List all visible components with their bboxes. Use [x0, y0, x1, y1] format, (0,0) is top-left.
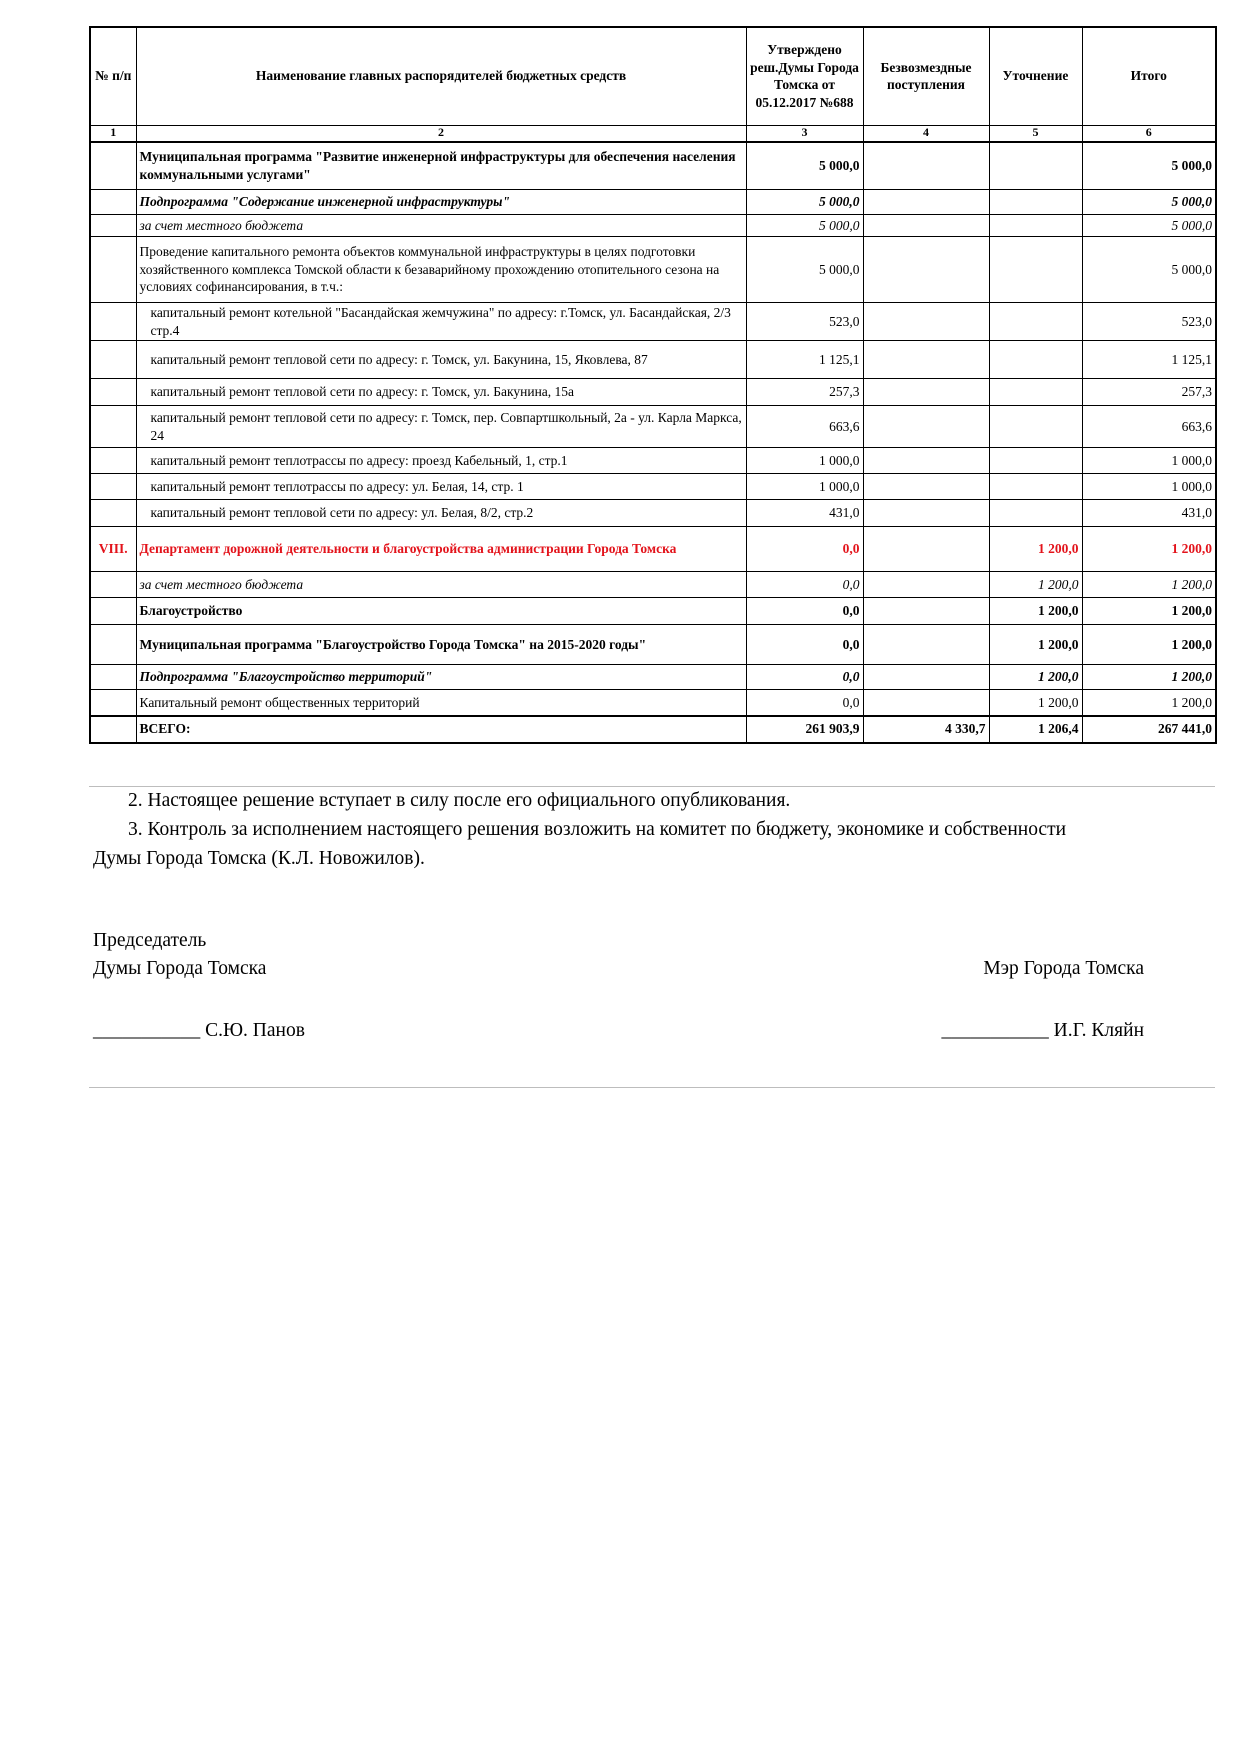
- divider: [89, 1087, 1215, 1088]
- cell-total: 1 200,0: [1082, 665, 1216, 690]
- paragraph-2: 2. Настоящее решение вступает в силу после его официального опубликования.: [128, 790, 791, 811]
- cell-approved: 0,0: [746, 598, 863, 625]
- table-row: [90, 448, 1216, 474]
- cell-clarification: [989, 448, 1082, 474]
- cell-clarification: 1 200,0: [989, 527, 1082, 572]
- cell-name: Благоустройство: [136, 598, 746, 625]
- cell-total: 5 000,0: [1082, 190, 1216, 215]
- column-number-row: [90, 125, 1216, 142]
- cell-gratuitous: [863, 237, 989, 303]
- cell-total: 257,3: [1082, 379, 1216, 406]
- cell-approved: 663,6: [746, 406, 863, 448]
- cell-approved: 257,3: [746, 379, 863, 406]
- cell-total: 5 000,0: [1082, 237, 1216, 303]
- cell-clarification: 1 200,0: [989, 625, 1082, 665]
- table-row: [90, 527, 1216, 572]
- chairman-title-line-2: Думы Города Томска: [93, 958, 267, 979]
- cell-total: 1 200,0: [1082, 527, 1216, 572]
- cell-clarification: [989, 474, 1082, 500]
- cell-total: 1 200,0: [1082, 572, 1216, 598]
- column-number: 2: [136, 125, 746, 142]
- cell-total: 5 000,0: [1082, 215, 1216, 237]
- cell-name: Муниципальная программа "Развитие инженерной инфраструктуры для обеспечения населения коммунальными услугами": [136, 142, 746, 190]
- cell-no: [90, 690, 136, 716]
- cell-clarification: [989, 500, 1082, 527]
- budget-table: [89, 26, 1217, 744]
- table-row: [90, 572, 1216, 598]
- cell-approved: 5 000,0: [746, 190, 863, 215]
- table-row: [90, 406, 1216, 448]
- column-number: 5: [989, 125, 1082, 142]
- cell-gratuitous: [863, 406, 989, 448]
- column-number: 1: [90, 125, 136, 142]
- header-approved: Утверждено реш.Думы Города Томска от 05.12.2017 №688: [746, 27, 863, 125]
- cell-clarification: 1 200,0: [989, 598, 1082, 625]
- cell-approved: 0,0: [746, 572, 863, 598]
- cell-clarification: [989, 237, 1082, 303]
- chairman-signature: ___________ С.Ю. Панов: [93, 1020, 305, 1041]
- cell-approved: 5 000,0: [746, 215, 863, 237]
- cell-name: за счет местного бюджета: [136, 215, 746, 237]
- cell-gratuitous: [863, 448, 989, 474]
- cell-approved: 0,0: [746, 625, 863, 665]
- cell-approved: 1 000,0: [746, 474, 863, 500]
- cell-clarification: 1 200,0: [989, 690, 1082, 716]
- cell-name: капитальный ремонт теплотрассы по адресу: ул. Белая, 14, стр. 1: [136, 474, 746, 500]
- cell-gratuitous: [863, 572, 989, 598]
- cell-no: VIII.: [90, 527, 136, 572]
- cell-total: 1 200,0: [1082, 690, 1216, 716]
- cell-no: [90, 716, 136, 743]
- cell-gratuitous: 4 330,7: [863, 716, 989, 743]
- cell-gratuitous: [863, 303, 989, 341]
- cell-no: [90, 500, 136, 527]
- cell-approved: 523,0: [746, 303, 863, 341]
- table-row: [90, 500, 1216, 527]
- cell-name: за счет местного бюджета: [136, 572, 746, 598]
- header-name: Наименование главных распорядителей бюджетных средств: [136, 27, 746, 125]
- mayor-signature: ___________ И.Г. Кляйн: [941, 1020, 1144, 1041]
- chairman-title-line-1: Председатель: [93, 930, 207, 951]
- cell-gratuitous: [863, 190, 989, 215]
- cell-name: Подпрограмма "Благоустройство территорий": [136, 665, 746, 690]
- cell-gratuitous: [863, 142, 989, 190]
- table-row: [90, 474, 1216, 500]
- table-row: [90, 142, 1216, 190]
- cell-clarification: [989, 303, 1082, 341]
- cell-gratuitous: [863, 690, 989, 716]
- cell-name: Муниципальная программа "Благоустройство Города Томска" на 2015-2020 годы": [136, 625, 746, 665]
- cell-gratuitous: [863, 474, 989, 500]
- table-row: [90, 190, 1216, 215]
- cell-total: 1 200,0: [1082, 598, 1216, 625]
- cell-approved: 0,0: [746, 527, 863, 572]
- cell-name: Департамент дорожной деятельности и благоустройства администрации Города Томска: [136, 527, 746, 572]
- table-row: [90, 625, 1216, 665]
- cell-approved: 5 000,0: [746, 237, 863, 303]
- cell-name: капитальный ремонт тепловой сети по адресу: ул. Белая, 8/2, стр.2: [136, 500, 746, 527]
- cell-no: [90, 406, 136, 448]
- cell-no: [90, 237, 136, 303]
- paragraph-3: 3. Контроль за исполнением настоящего решения возложить на комитет по бюджету, экономике и собственности Думы Города Томска (К.Л. Новожилов).: [93, 819, 1067, 869]
- cell-gratuitous: [863, 665, 989, 690]
- column-number: 3: [746, 125, 863, 142]
- cell-no: [90, 142, 136, 190]
- cell-name: капитальный ремонт тепловой сети по адресу: г. Томск, пер. Совпартшкольный, 2а - ул. Карла Маркса, 24: [136, 406, 746, 448]
- cell-approved: 5 000,0: [746, 142, 863, 190]
- header-total: Итого: [1082, 27, 1216, 125]
- header-no: № п/п: [90, 27, 136, 125]
- cell-no: [90, 190, 136, 215]
- cell-clarification: [989, 142, 1082, 190]
- cell-clarification: 1 200,0: [989, 572, 1082, 598]
- cell-no: [90, 303, 136, 341]
- cell-total: 663,6: [1082, 406, 1216, 448]
- cell-approved: 0,0: [746, 665, 863, 690]
- table-header-row: [90, 27, 1216, 125]
- cell-no: [90, 474, 136, 500]
- cell-name: капитальный ремонт котельной "Басандайская жемчужина" по адресу: г.Томск, ул. Басандайская, 2/3 стр.4: [136, 303, 746, 341]
- cell-total: 1 000,0: [1082, 448, 1216, 474]
- table-row: [90, 690, 1216, 716]
- cell-name: капитальный ремонт тепловой сети по адресу: г. Томск, ул. Бакунина, 15а: [136, 379, 746, 406]
- cell-no: [90, 215, 136, 237]
- cell-no: [90, 448, 136, 474]
- cell-total: 5 000,0: [1082, 142, 1216, 190]
- header-gratuitous: Безвозмездные поступления: [863, 27, 989, 125]
- cell-gratuitous: [863, 527, 989, 572]
- cell-clarification: [989, 406, 1082, 448]
- table-row: [90, 215, 1216, 237]
- cell-approved: 1 125,1: [746, 341, 863, 379]
- table-row: [90, 379, 1216, 406]
- cell-gratuitous: [863, 341, 989, 379]
- table-row: [90, 716, 1216, 743]
- table-row: [90, 237, 1216, 303]
- cell-total: 1 125,1: [1082, 341, 1216, 379]
- cell-total: 1 200,0: [1082, 625, 1216, 665]
- cell-no: [90, 341, 136, 379]
- cell-name: капитальный ремонт тепловой сети по адресу: г. Томск, ул. Бакунина, 15, Яковлева, 87: [136, 341, 746, 379]
- cell-gratuitous: [863, 215, 989, 237]
- cell-gratuitous: [863, 598, 989, 625]
- cell-total: 267 441,0: [1082, 716, 1216, 743]
- cell-approved: 1 000,0: [746, 448, 863, 474]
- column-number: 6: [1082, 125, 1216, 142]
- mayor-title: Мэр Города Томска: [983, 958, 1144, 979]
- cell-gratuitous: [863, 625, 989, 665]
- cell-name: Капитальный ремонт общественных территорий: [136, 690, 746, 716]
- cell-clarification: 1 200,0: [989, 665, 1082, 690]
- table-row: [90, 303, 1216, 341]
- cell-no: [90, 665, 136, 690]
- cell-name: Проведение капитального ремонта объектов коммунальной инфраструктуры в целях подготовки хозяйственного комплекса Томской области к безаварийному прохождению отопительного сезона на условиях софинансирования, в т.ч.:: [136, 237, 746, 303]
- cell-approved: 261 903,9: [746, 716, 863, 743]
- table-row: [90, 598, 1216, 625]
- cell-clarification: [989, 341, 1082, 379]
- cell-total: 523,0: [1082, 303, 1216, 341]
- cell-name: ВСЕГО:: [136, 716, 746, 743]
- cell-clarification: [989, 379, 1082, 406]
- cell-clarification: [989, 190, 1082, 215]
- cell-clarification: 1 206,4: [989, 716, 1082, 743]
- table-row: [90, 341, 1216, 379]
- table-body: [90, 142, 1216, 743]
- cell-no: [90, 598, 136, 625]
- cell-no: [90, 572, 136, 598]
- cell-name: капитальный ремонт теплотрассы по адресу: проезд Кабельный, 1, стр.1: [136, 448, 746, 474]
- column-number: 4: [863, 125, 989, 142]
- cell-gratuitous: [863, 379, 989, 406]
- cell-total: 1 000,0: [1082, 474, 1216, 500]
- table-row: [90, 665, 1216, 690]
- cell-approved: 0,0: [746, 690, 863, 716]
- cell-approved: 431,0: [746, 500, 863, 527]
- cell-clarification: [989, 215, 1082, 237]
- cell-total: 431,0: [1082, 500, 1216, 527]
- cell-no: [90, 625, 136, 665]
- cell-gratuitous: [863, 500, 989, 527]
- header-clarification: Уточнение: [989, 27, 1082, 125]
- cell-no: [90, 379, 136, 406]
- cell-name: Подпрограмма "Содержание инженерной инфраструктуры": [136, 190, 746, 215]
